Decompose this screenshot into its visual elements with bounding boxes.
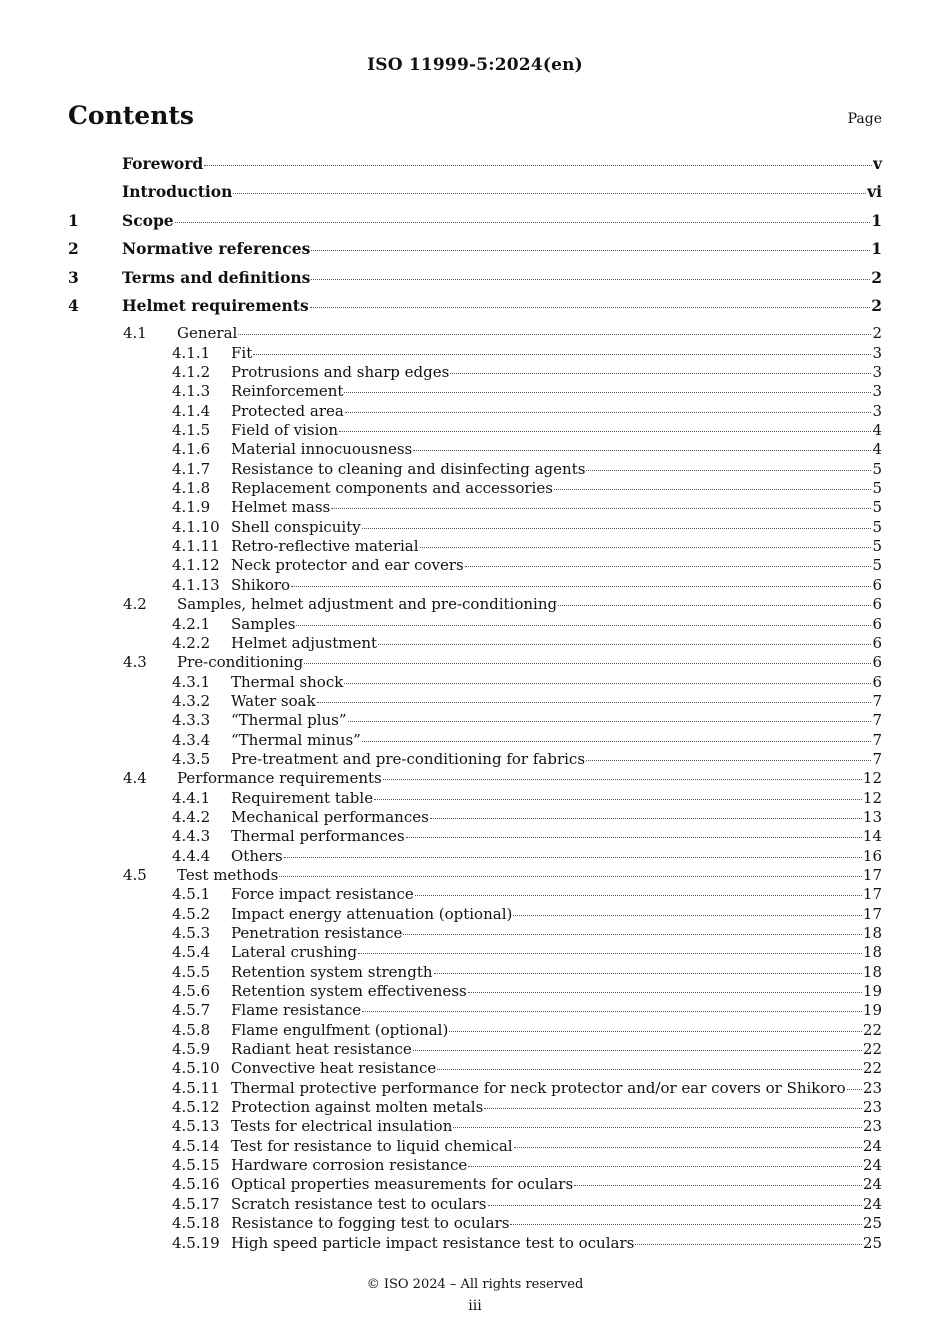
toc-entry[interactable] bbox=[68, 182, 882, 210]
toc-entry[interactable] bbox=[68, 866, 882, 885]
toc-entry-title[interactable]: Foreword bbox=[122, 154, 204, 173]
toc-entry-title[interactable]: Convective heat resistance bbox=[231, 1059, 437, 1078]
toc-dot-leader bbox=[554, 489, 872, 490]
toc-entry-page[interactable]: 5 bbox=[872, 459, 882, 478]
toc-entry-number: 4.5.9 bbox=[172, 1040, 211, 1059]
toc-dot-leader bbox=[420, 547, 872, 548]
toc-entry-title[interactable]: Water soak bbox=[231, 691, 316, 710]
toc-entry-title[interactable]: Tests for electrical insulation bbox=[231, 1117, 453, 1136]
toc-entry-page[interactable]: 4 bbox=[872, 421, 882, 440]
toc-entry-number: 4.5.7 bbox=[172, 1001, 211, 1020]
toc-entry-title[interactable]: High speed particle impact resistance test to oculars bbox=[231, 1233, 635, 1252]
toc-dot-leader bbox=[430, 818, 862, 819]
toc-entry-number: 4.5.19 bbox=[172, 1233, 220, 1252]
toc-entry-title[interactable]: General bbox=[177, 324, 238, 343]
toc-entry[interactable] bbox=[68, 769, 882, 788]
toc-entry-page[interactable]: 22 bbox=[862, 1040, 882, 1059]
toc-dot-leader bbox=[296, 625, 871, 626]
toc-entry-title[interactable]: Neck protector and ear covers bbox=[231, 556, 464, 575]
toc-dot-leader bbox=[374, 799, 862, 800]
toc-entry-number: 4.1.7 bbox=[172, 459, 211, 478]
toc-entry-number: 1 bbox=[68, 210, 79, 230]
toc-dot-leader bbox=[284, 857, 862, 858]
toc-entry[interactable] bbox=[68, 402, 882, 421]
toc-entry-number: 4.1 bbox=[123, 324, 147, 343]
toc-entry-page[interactable]: 14 bbox=[862, 827, 882, 846]
toc-dot-leader bbox=[344, 683, 871, 684]
toc-entry-title[interactable]: Resistance to fogging test to oculars bbox=[231, 1214, 510, 1233]
toc-entry[interactable] bbox=[68, 885, 882, 904]
toc-entry-page[interactable]: 23 bbox=[862, 1078, 882, 1097]
toc-dot-leader bbox=[311, 250, 870, 251]
toc-entry-number: 4.2.1 bbox=[172, 614, 211, 633]
toc-entry-number: 4.2 bbox=[123, 595, 147, 614]
toc-dot-leader bbox=[413, 1050, 862, 1051]
toc-entry-number: 4.4 bbox=[123, 769, 147, 788]
toc-entry[interactable] bbox=[68, 731, 882, 750]
toc-entry-title[interactable]: Test for resistance to liquid chemical bbox=[231, 1136, 513, 1155]
toc-entry-number: 4.5.6 bbox=[172, 982, 211, 1001]
toc-dot-leader bbox=[175, 222, 871, 223]
toc-entry-page[interactable]: 13 bbox=[862, 807, 882, 826]
toc-entry-page[interactable]: 4 bbox=[872, 440, 882, 459]
toc-entry-number: 4.5.14 bbox=[172, 1136, 220, 1155]
toc-entry-title[interactable]: Helmet requirements bbox=[122, 295, 309, 315]
toc-entry-number: 4.5.13 bbox=[172, 1117, 220, 1136]
toc-entry-page[interactable]: 24 bbox=[862, 1156, 882, 1175]
toc-entry-page[interactable]: 6 bbox=[872, 575, 882, 594]
toc-dot-leader bbox=[468, 992, 862, 993]
toc-entry-number: 4.1.1 bbox=[172, 343, 211, 362]
toc-entry-title[interactable]: Flame resistance bbox=[231, 1001, 362, 1020]
toc-entry[interactable] bbox=[68, 1175, 882, 1194]
toc-dot-leader bbox=[403, 934, 861, 935]
toc-dot-leader bbox=[345, 412, 872, 413]
toc-dot-leader bbox=[468, 1166, 862, 1167]
toc-dot-leader bbox=[510, 1224, 861, 1225]
toc-entry-title[interactable]: Protection against molten metals bbox=[231, 1098, 484, 1117]
toc-entry[interactable] bbox=[68, 595, 882, 614]
toc-entry-number: 4.5.4 bbox=[172, 943, 211, 962]
toc-entry-number: 4.1.11 bbox=[172, 537, 220, 556]
toc-entry-title[interactable]: Radiant heat resistance bbox=[231, 1040, 412, 1059]
toc-entry-page[interactable]: 3 bbox=[872, 401, 882, 420]
toc-entry-number: 4.1.4 bbox=[172, 401, 211, 420]
toc-entry-number: 4.4.2 bbox=[172, 807, 211, 826]
footer-copyright: © ISO 2024 – All rights reserved bbox=[366, 1277, 584, 1292]
toc-dot-leader bbox=[339, 431, 871, 432]
toc-entry[interactable] bbox=[68, 692, 882, 711]
toc-dot-leader bbox=[453, 1127, 862, 1128]
toc-entry-title[interactable]: Retro-reflective material bbox=[231, 537, 419, 556]
toc-entry-number: 4.5.16 bbox=[172, 1175, 220, 1194]
toc-dot-leader bbox=[514, 1147, 862, 1148]
toc-dot-leader bbox=[311, 279, 870, 280]
toc-dot-leader bbox=[406, 837, 862, 838]
toc-entry-page[interactable]: 3 bbox=[872, 343, 882, 362]
toc-entry-page[interactable]: 24 bbox=[862, 1175, 882, 1194]
toc-entry-title[interactable]: Performance requirements bbox=[177, 769, 382, 788]
table-of-contents bbox=[68, 154, 882, 1253]
toc-dot-leader bbox=[378, 644, 871, 645]
toc-entry-number: 4.5.2 bbox=[172, 904, 211, 923]
toc-entry[interactable] bbox=[68, 943, 882, 962]
toc-dot-leader bbox=[586, 470, 871, 471]
toc-entry-page[interactable]: 6 bbox=[872, 595, 882, 614]
toc-entry[interactable] bbox=[68, 634, 882, 653]
toc-entry-number: 4.5.17 bbox=[172, 1194, 220, 1213]
toc-entry[interactable] bbox=[68, 239, 882, 267]
toc-entry-title[interactable]: Replacement components and accessories bbox=[231, 479, 553, 498]
toc-entry-number: 4.5.8 bbox=[172, 1020, 211, 1039]
toc-entry[interactable] bbox=[68, 363, 882, 382]
toc-entry-number: 4.5.15 bbox=[172, 1156, 220, 1175]
toc-dot-leader bbox=[348, 721, 872, 722]
toc-entry-title[interactable]: Field of vision bbox=[231, 421, 339, 440]
toc-entry[interactable] bbox=[68, 905, 882, 924]
toc-entry-page[interactable]: 22 bbox=[862, 1059, 882, 1078]
toc-entry-page[interactable]: 18 bbox=[862, 962, 882, 981]
toc-entry-number: 4.3.4 bbox=[172, 730, 211, 749]
toc-dot-leader bbox=[344, 392, 871, 393]
toc-entry[interactable] bbox=[68, 924, 882, 943]
toc-entry-number: 4.5.12 bbox=[172, 1098, 220, 1117]
toc-entry[interactable] bbox=[68, 1234, 882, 1253]
toc-entry-page[interactable]: 5 bbox=[872, 517, 882, 536]
contents-heading: Contents bbox=[68, 101, 195, 130]
toc-entry-number: 4.1.3 bbox=[172, 382, 211, 401]
toc-entry-number: 4.5.18 bbox=[172, 1214, 220, 1233]
toc-entry[interactable] bbox=[68, 440, 882, 459]
toc-entry-page[interactable]: 17 bbox=[862, 885, 882, 904]
toc-entry[interactable] bbox=[68, 268, 882, 296]
toc-dot-leader bbox=[586, 760, 871, 761]
page-column-label: Page bbox=[847, 111, 882, 127]
toc-entry[interactable] bbox=[68, 211, 882, 239]
toc-dot-leader bbox=[331, 508, 871, 509]
toc-entry-page[interactable]: 2 bbox=[871, 295, 882, 315]
toc-dot-leader bbox=[238, 334, 871, 335]
toc-entry-title[interactable]: Material innocuousness bbox=[231, 440, 413, 459]
toc-entry-title[interactable]: Retention system effectiveness bbox=[231, 982, 467, 1001]
toc-dot-leader bbox=[358, 953, 862, 954]
toc-dot-leader bbox=[204, 165, 872, 166]
toc-entry-title[interactable]: “Thermal minus” bbox=[231, 730, 361, 749]
toc-dot-leader bbox=[304, 663, 871, 664]
toc-entry[interactable] bbox=[68, 827, 882, 846]
toc-entry-page[interactable]: 1 bbox=[871, 239, 882, 259]
toc-entry[interactable] bbox=[68, 1040, 882, 1059]
toc-entry-page[interactable]: v bbox=[872, 154, 882, 173]
toc-dot-leader bbox=[362, 741, 872, 742]
toc-entry-title[interactable]: Thermal shock bbox=[231, 672, 344, 691]
toc-entry-page[interactable]: vi bbox=[867, 182, 882, 202]
toc-entry-title[interactable]: Resistance to cleaning and disinfecting agents bbox=[231, 459, 586, 478]
toc-entry-number: 4.3.1 bbox=[172, 672, 211, 691]
toc-entry-page[interactable]: 25 bbox=[862, 1214, 882, 1233]
toc-entry[interactable] bbox=[68, 1214, 882, 1233]
toc-dot-leader bbox=[484, 1108, 862, 1109]
toc-entry[interactable] bbox=[68, 537, 882, 556]
toc-entry-title[interactable]: Flame engulfment (optional) bbox=[231, 1020, 449, 1039]
toc-entry-title[interactable]: Shell conspicuity bbox=[231, 517, 361, 536]
toc-dot-leader bbox=[362, 1011, 862, 1012]
toc-entry[interactable] bbox=[68, 1021, 882, 1040]
toc-entry-title[interactable]: Scratch resistance test to oculars bbox=[231, 1194, 487, 1213]
toc-entry-number: 4.1.5 bbox=[172, 421, 211, 440]
toc-entry-title[interactable]: Introduction bbox=[122, 182, 233, 202]
toc-entry-title[interactable]: Helmet adjustment bbox=[231, 633, 378, 652]
toc-entry-number: 4.2.2 bbox=[172, 633, 211, 652]
toc-dot-leader bbox=[279, 876, 862, 877]
toc-entry-number: 4.1.13 bbox=[172, 575, 220, 594]
toc-entry[interactable] bbox=[68, 296, 882, 324]
toc-entry[interactable] bbox=[68, 1137, 882, 1156]
document-id-header: ISO 11999-5:2024(en) bbox=[367, 55, 583, 75]
toc-entry-page[interactable]: 24 bbox=[862, 1136, 882, 1155]
toc-entry-title[interactable]: Requirement table bbox=[231, 788, 374, 807]
toc-entry-title[interactable]: Pre-treatment and pre-conditioning for fabrics bbox=[231, 749, 586, 768]
toc-entry-number: 4.1.6 bbox=[172, 440, 211, 459]
toc-entry-page[interactable]: 7 bbox=[872, 691, 882, 710]
toc-entry-number: 4.5.11 bbox=[172, 1078, 220, 1097]
toc-dot-leader bbox=[635, 1244, 862, 1245]
toc-entry-number: 4.4.1 bbox=[172, 788, 211, 807]
toc-entry-number: 3 bbox=[68, 267, 79, 287]
toc-entry-number: 4.4.4 bbox=[172, 846, 211, 865]
toc-entry-number: 4.1.12 bbox=[172, 556, 220, 575]
toc-entry-number: 4.1.10 bbox=[172, 517, 220, 536]
toc-entry-title[interactable]: Protected area bbox=[231, 401, 344, 420]
toc-entry-page[interactable]: 19 bbox=[862, 982, 882, 1001]
toc-entry-title[interactable]: Samples bbox=[231, 614, 296, 633]
toc-dot-leader bbox=[253, 354, 871, 355]
toc-entry-page[interactable]: 3 bbox=[872, 382, 882, 401]
toc-entry[interactable] bbox=[68, 1079, 882, 1098]
toc-entry-title[interactable]: Helmet mass bbox=[231, 498, 331, 517]
toc-entry-number: 4 bbox=[68, 295, 79, 315]
toc-entry[interactable] bbox=[68, 808, 882, 827]
toc-entry-title[interactable]: Optical properties measurements for oculars bbox=[231, 1175, 574, 1194]
toc-entry-title[interactable]: Pre-conditioning bbox=[177, 653, 304, 672]
toc-entry-page[interactable]: 3 bbox=[872, 363, 882, 382]
toc-entry-title[interactable]: Force impact resistance bbox=[231, 885, 414, 904]
toc-entry-title[interactable]: “Thermal plus” bbox=[231, 711, 347, 730]
toc-entry-page[interactable]: 6 bbox=[872, 672, 882, 691]
toc-dot-leader bbox=[233, 193, 866, 194]
toc-entry-page[interactable]: 2 bbox=[872, 324, 882, 343]
toc-entry-title[interactable]: Shikoro bbox=[231, 575, 291, 594]
toc-entry-title[interactable]: Normative references bbox=[122, 239, 311, 259]
toc-entry[interactable] bbox=[68, 460, 882, 479]
toc-entry-title[interactable]: Thermal performances bbox=[231, 827, 405, 846]
toc-dot-leader bbox=[574, 1185, 862, 1186]
toc-dot-leader bbox=[415, 895, 862, 896]
toc-dot-leader bbox=[488, 1205, 862, 1206]
toc-entry-number: 4.5.1 bbox=[172, 885, 211, 904]
toc-entry-number: 4.3.3 bbox=[172, 711, 211, 730]
toc-entry-title[interactable]: Samples, helmet adjustment and pre-conditioning bbox=[177, 595, 558, 614]
toc-entry-number: 4.1.8 bbox=[172, 479, 211, 498]
toc-entry-number: 4.4.3 bbox=[172, 827, 211, 846]
toc-entry-page[interactable]: 2 bbox=[871, 267, 882, 287]
toc-entry-number: 4.3 bbox=[123, 653, 147, 672]
toc-entry[interactable] bbox=[68, 673, 882, 692]
toc-entry-title[interactable]: Others bbox=[231, 846, 283, 865]
toc-entry-page[interactable]: 23 bbox=[862, 1117, 882, 1136]
toc-entry[interactable] bbox=[68, 963, 882, 982]
toc-entry-title[interactable]: Retention system strength bbox=[231, 962, 433, 981]
toc-entry-number: 4.5.5 bbox=[172, 962, 211, 981]
toc-entry[interactable] bbox=[68, 324, 882, 343]
toc-entry[interactable] bbox=[68, 653, 882, 672]
toc-dot-leader bbox=[847, 1089, 862, 1090]
toc-dot-leader bbox=[362, 528, 872, 529]
toc-entry-page[interactable]: 12 bbox=[862, 788, 882, 807]
toc-dot-leader bbox=[437, 1069, 862, 1070]
toc-entry-page[interactable]: 6 bbox=[872, 614, 882, 633]
toc-entry-page[interactable]: 12 bbox=[862, 769, 882, 788]
toc-entry-number: 4.5 bbox=[123, 865, 147, 884]
footer-page-number: iii bbox=[468, 1298, 482, 1314]
toc-entry-page[interactable]: 7 bbox=[872, 711, 882, 730]
toc-dot-leader bbox=[413, 450, 871, 451]
toc-entry-page[interactable]: 5 bbox=[872, 556, 882, 575]
toc-entry-number: 4.3.5 bbox=[172, 749, 211, 768]
toc-entry-title[interactable]: Protrusions and sharp edges bbox=[231, 363, 450, 382]
toc-entry-number: 4.5.3 bbox=[172, 924, 211, 942]
toc-entry-page[interactable]: 22 bbox=[862, 1020, 882, 1039]
toc-entry-title[interactable]: Thermal protective performance for neck protector and/or ear covers or Shikoro bbox=[231, 1078, 846, 1097]
toc-dot-leader bbox=[383, 779, 862, 780]
toc-entry-page[interactable]: 1 bbox=[871, 210, 882, 230]
toc-entry[interactable] bbox=[68, 1059, 882, 1078]
toc-entry-page[interactable]: 25 bbox=[862, 1233, 882, 1252]
toc-dot-leader bbox=[513, 915, 862, 916]
toc-entry-page[interactable]: 5 bbox=[872, 479, 882, 498]
toc-entry[interactable] bbox=[68, 1001, 882, 1020]
toc-entry-title[interactable]: Reinforcement bbox=[231, 382, 344, 401]
toc-entry[interactable] bbox=[68, 1117, 882, 1136]
toc-entry-number: 4.5.10 bbox=[172, 1059, 220, 1078]
toc-entry-number: 2 bbox=[68, 239, 79, 259]
toc-entry-page[interactable]: 17 bbox=[862, 865, 882, 884]
toc-entry-page[interactable]: 5 bbox=[872, 498, 882, 517]
toc-entry-page[interactable]: 17 bbox=[862, 904, 882, 923]
toc-entry-title[interactable]: Test methods bbox=[177, 865, 279, 884]
toc-entry-page[interactable]: 5 bbox=[872, 537, 882, 556]
toc-entry-title[interactable]: Terms and definitions bbox=[122, 267, 311, 287]
toc-dot-leader bbox=[450, 373, 871, 374]
toc-entry-page[interactable]: 7 bbox=[872, 749, 882, 768]
toc-entry-number: 4.1.2 bbox=[172, 363, 211, 382]
toc-dot-leader bbox=[449, 1031, 862, 1032]
toc-entry[interactable] bbox=[68, 847, 882, 866]
toc-dot-leader bbox=[434, 973, 862, 974]
toc-entry-page[interactable]: 18 bbox=[862, 924, 882, 942]
toc-entry-title[interactable]: Mechanical performances bbox=[231, 807, 429, 826]
toc-dot-leader bbox=[317, 702, 872, 703]
toc-dot-leader bbox=[558, 605, 871, 606]
toc-entry[interactable] bbox=[68, 1098, 882, 1117]
toc-entry-title[interactable]: Impact energy attenuation (optional) bbox=[231, 904, 513, 923]
toc-entry-title[interactable]: Penetration resistance bbox=[231, 924, 403, 942]
toc-entry-number: 4.1.9 bbox=[172, 498, 211, 517]
toc-entry[interactable] bbox=[68, 615, 882, 634]
toc-entry[interactable] bbox=[68, 1195, 882, 1214]
toc-entry[interactable] bbox=[68, 421, 882, 440]
toc-entry[interactable] bbox=[68, 154, 882, 182]
toc-dot-leader bbox=[310, 307, 871, 308]
toc-entry-title[interactable]: Hardware corrosion resistance bbox=[231, 1156, 468, 1175]
toc-entry-page[interactable]: 16 bbox=[862, 846, 882, 865]
toc-entry-page[interactable]: 24 bbox=[862, 1194, 882, 1213]
toc-entry-page[interactable]: 19 bbox=[862, 1001, 882, 1020]
toc-entry[interactable] bbox=[68, 711, 882, 730]
toc-entry[interactable] bbox=[68, 382, 882, 401]
toc-entry[interactable] bbox=[68, 576, 882, 595]
toc-dot-leader bbox=[465, 566, 872, 567]
toc-entry-page[interactable]: 18 bbox=[862, 943, 882, 962]
toc-entry[interactable] bbox=[68, 750, 882, 769]
toc-dot-leader bbox=[291, 586, 871, 587]
toc-entry[interactable] bbox=[68, 1156, 882, 1175]
toc-entry-number: 4.3.2 bbox=[172, 691, 211, 710]
toc-entry-page[interactable]: 7 bbox=[872, 730, 882, 749]
toc-entry-page[interactable]: 6 bbox=[872, 653, 882, 672]
toc-entry[interactable] bbox=[68, 556, 882, 575]
toc-entry-title[interactable]: Fit bbox=[231, 343, 253, 362]
toc-entry-title[interactable]: Lateral crushing bbox=[231, 943, 358, 962]
toc-entry-page[interactable]: 6 bbox=[872, 633, 882, 652]
toc-entry[interactable] bbox=[68, 498, 882, 517]
toc-entry[interactable] bbox=[68, 344, 882, 363]
toc-entry-page[interactable]: 23 bbox=[862, 1098, 882, 1117]
toc-entry[interactable] bbox=[68, 789, 882, 808]
toc-entry[interactable] bbox=[68, 479, 882, 498]
toc-entry-title[interactable]: Scope bbox=[122, 210, 174, 230]
toc-entry[interactable] bbox=[68, 982, 882, 1001]
toc-entry[interactable] bbox=[68, 518, 882, 537]
